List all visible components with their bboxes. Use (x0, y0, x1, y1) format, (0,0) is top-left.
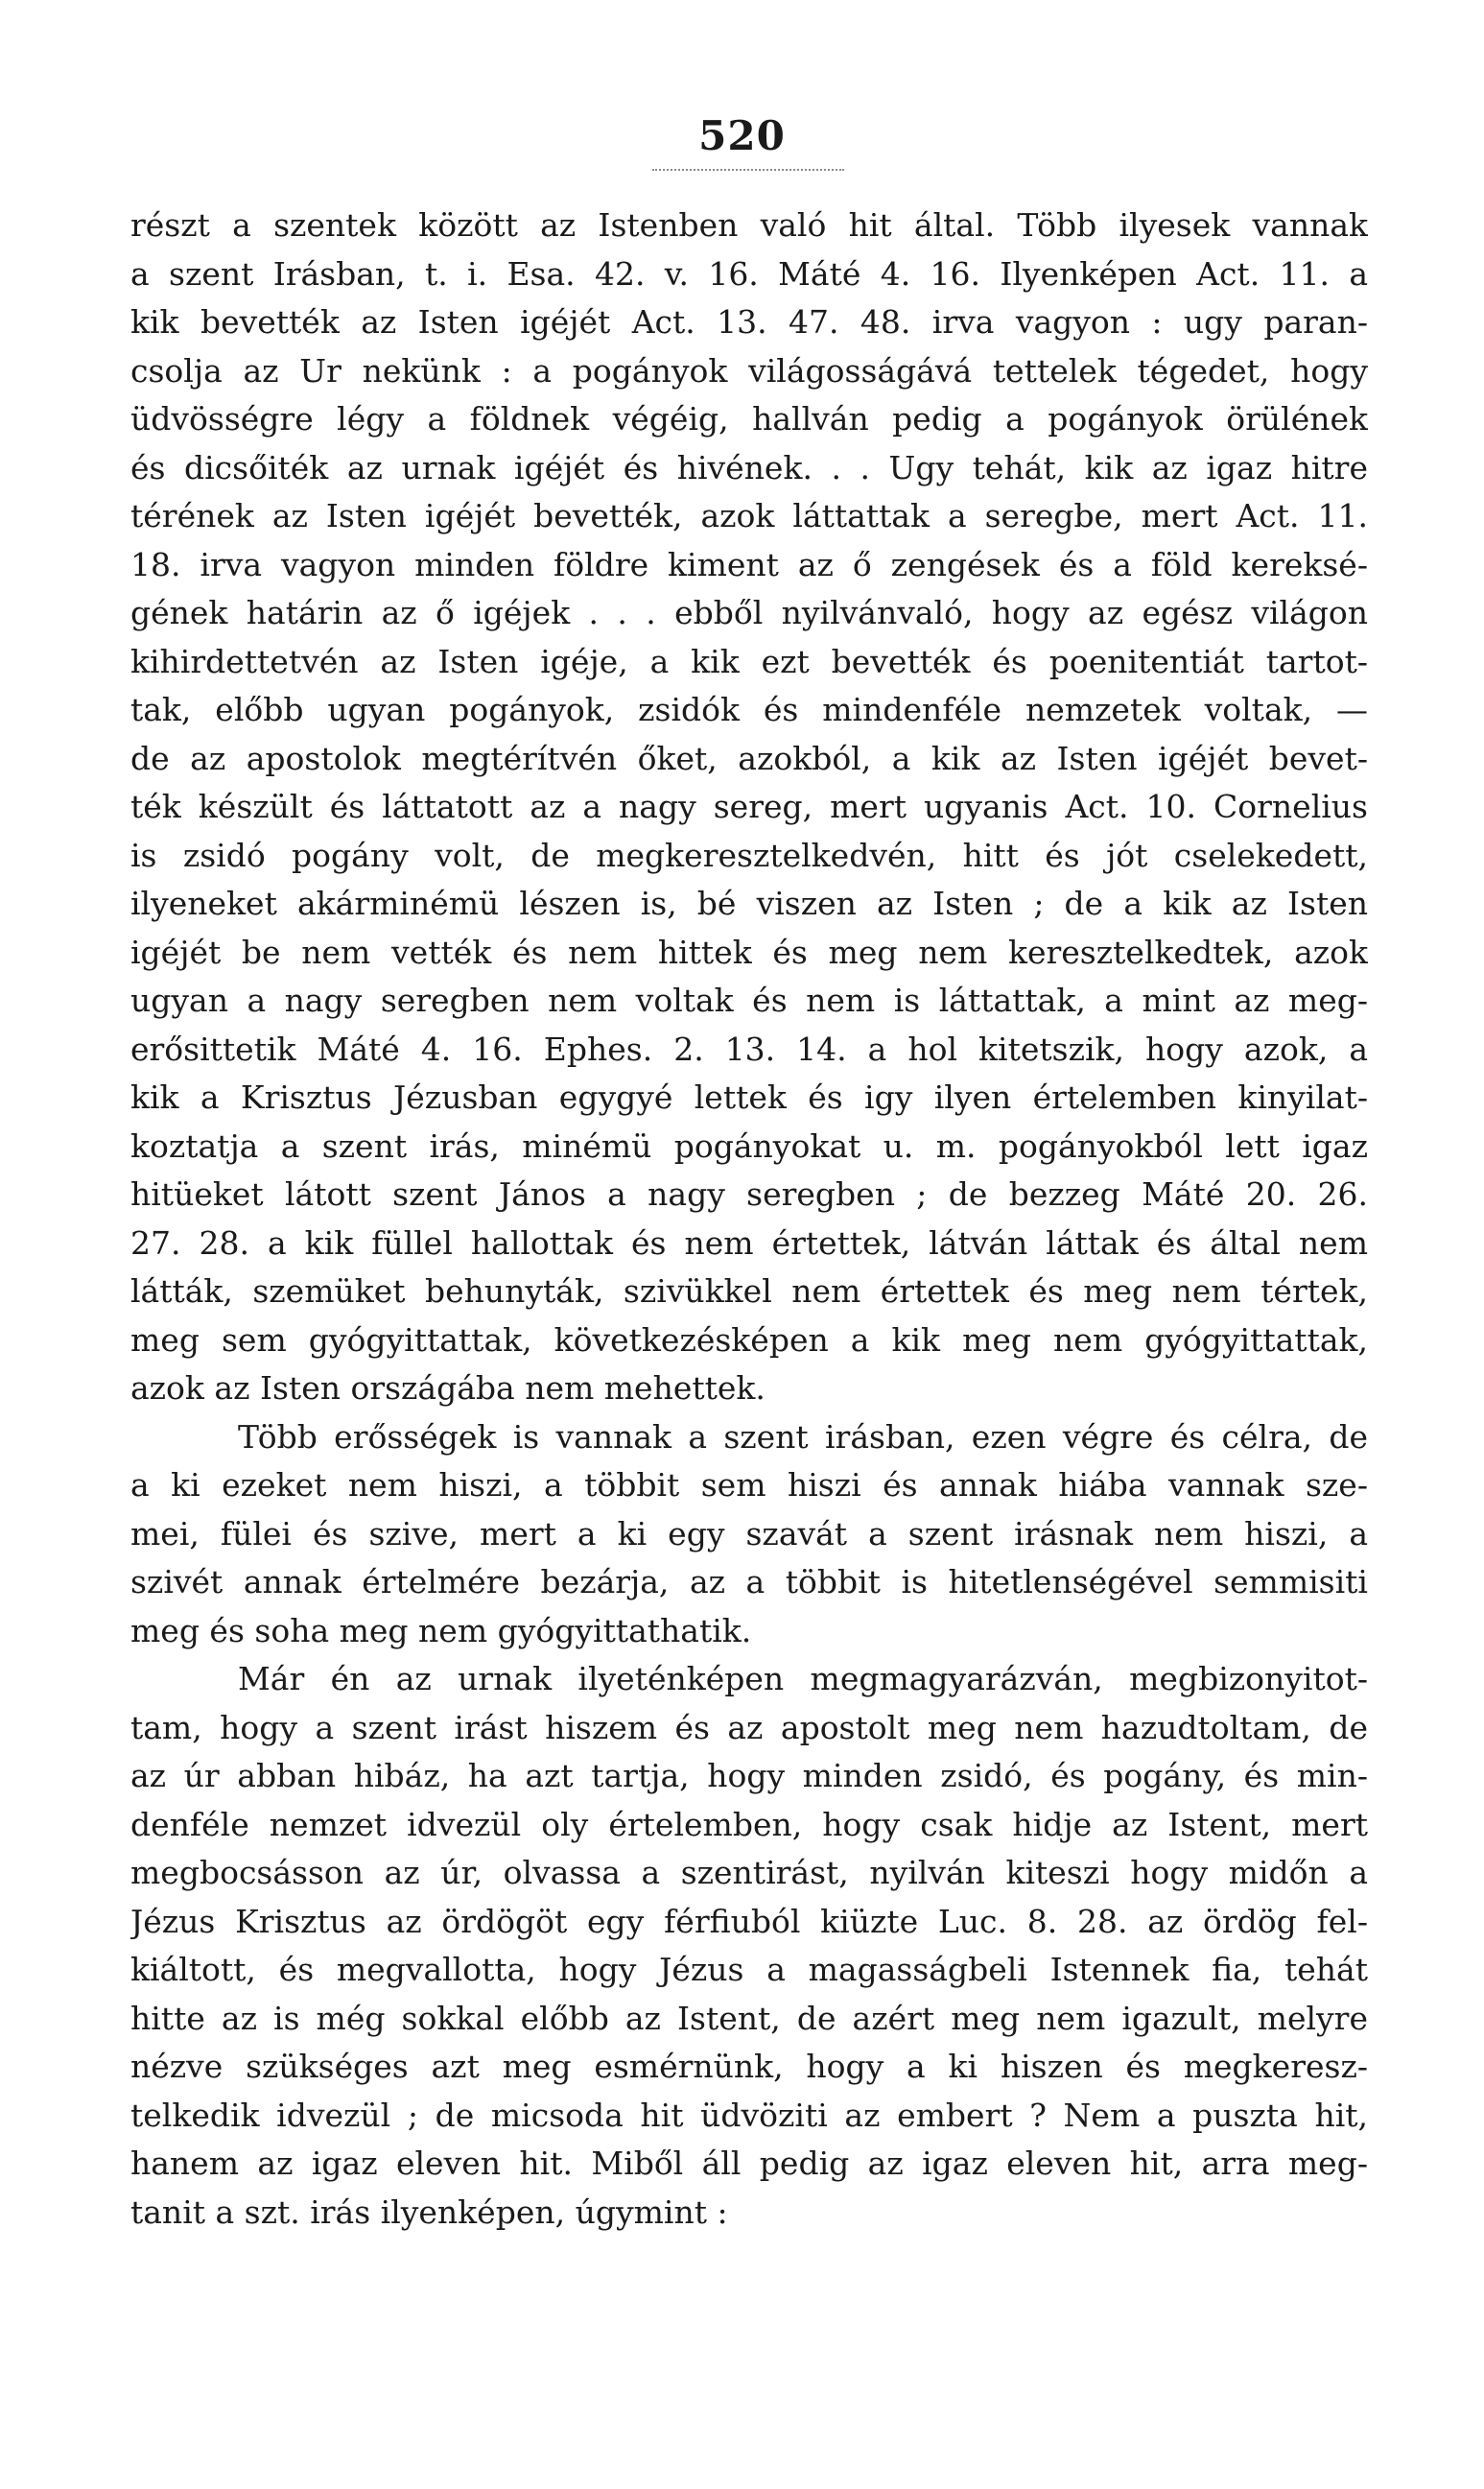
page-number: 520 (698, 112, 786, 159)
text-line: és dicsőiték az urnak igéjét és hivének. . . Ugy tehát, kik az igaz hitre (130, 448, 1368, 486)
text-line: ték készült és láttatott az a nagy sereg, mert ugyanis Act. 10. Cornelius (130, 788, 1368, 825)
text-line: térének az Isten igéjét bevették, azok láttattak a seregbe, mert Act. 11. (130, 497, 1368, 534)
paragraph (130, 1413, 1368, 1656)
text-line: kihirdettetvén az Isten igéje, a kik ezt bevették és poenitentiát tartot- (130, 642, 1368, 680)
text-line: hitte az is még sokkal előbb az Istent, de azért meg nem igazult, melyre (130, 1999, 1368, 2037)
text-line: tanit a szt. irás ilyenképen, úgymint : (130, 2193, 728, 2231)
text-line: nézve szükséges azt meg esmérnünk, hogy a ki hiszen és megkeresz- (130, 2048, 1368, 2085)
text-line: azok az Isten országába nem mehettek. (130, 1369, 766, 1407)
text-line: részt a szentek között az Istenben való hit által. Több ilyesek vannak (130, 206, 1368, 244)
text-line: az úr abban hibáz, ha azt tartja, hogy minden zsidó, és pogány, és min- (130, 1757, 1368, 1794)
text-line: Több erősségek is vannak a szent irásban, ezen végre és célra, de (238, 1417, 1368, 1456)
paragraph (130, 1655, 1368, 2237)
text-line: kik a Krisztus Jézusban egygyé lettek és igy ilyen értelemben kinyilat- (130, 1079, 1368, 1116)
text-line: is zsidó pogány volt, de megkeresztelkedvén, hitt és jót cselekedett, (130, 836, 1368, 874)
text-line: a ki ezeket nem hiszi, a többit sem hiszi és annak hiába vannak sze- (130, 1466, 1368, 1504)
body-text (130, 201, 1368, 2237)
text-line: gének határin az ő igéjek . . . ebből nyilvánvaló, hogy az egész világon (130, 594, 1368, 631)
page-number-ornament (652, 161, 844, 171)
text-line: ugyan a nagy seregben nem voltak és nem is láttattak, a mint az meg- (130, 982, 1368, 1019)
text-line: megbocsásson az úr, olvassa a szentirást, nyilván kiteszi hogy midőn a (130, 1854, 1368, 1891)
text-line: szivét annak értelmére bezárja, az a többit is hitetlenségével semmisiti (130, 1563, 1368, 1600)
text-line: de az apostolok megtérítvén őket, azokból, a kik az Isten igéjét bevet- (130, 739, 1368, 777)
text-line: kik bevették az Isten igéjét Act. 13. 47. 48. irva vagyon : ugy paran- (130, 303, 1368, 341)
text-line: Már én az urnak ilyeténképen megmagyarázván, megbizonyitot- (238, 1660, 1368, 1697)
text-line: meg és soha meg nem gyógyittathatik. (130, 1611, 752, 1649)
paragraph (130, 201, 1368, 1413)
text-line: hanem az igaz eleven hit. Miből áll pedig az igaz eleven hit, arra meg- (130, 2145, 1368, 2182)
text-line: hitüeket látott szent János a nagy seregben ; de bezzeg Máté 20. 26. (130, 1175, 1368, 1213)
text-line: a szent Irásban, t. i. Esa. 42. v. 16. Máté 4. 16. Ilyenképen Act. 11. a (130, 254, 1368, 293)
text-line: ilyeneket akárminémü lészen is, bé viszen az Isten ; de a kik az Isten (130, 885, 1368, 922)
text-line: koztatja a szent irás, minémü pogányokat u. m. pogányokból lett igaz (130, 1126, 1368, 1165)
text-line: mei, fülei és szive, mert a ki egy szavát a szent irásnak nem hiszi, a (130, 1514, 1368, 1553)
text-line: tak, előbb ugyan pogányok, zsidók és mindenféle nemzetek voltak, — (130, 691, 1368, 728)
text-line: meg sem gyógyittattak, következésképen a kik meg nem gyógyittattak, (130, 1320, 1368, 1359)
text-line: 27. 28. a kik füllel hallottak és nem értettek, látván láttak és által nem (130, 1223, 1368, 1262)
text-line: denféle nemzet idvezül oly értelemben, hogy csak hidje az Istent, mert (130, 1805, 1368, 1843)
text-line: látták, szemüket behunyták, szivükkel nem értettek és meg nem tértek, (130, 1272, 1368, 1310)
text-line: tam, hogy a szent irást hiszem és az apostolt meg nem hazudtoltam, de (130, 1708, 1368, 1746)
text-line: igéjét be nem vették és nem hittek és meg nem keresztelkedtek, azok (130, 933, 1368, 971)
text-line: erősittetik Máté 4. 16. Ephes. 2. 13. 14. a hol kitetszik, hogy azok, a (130, 1030, 1368, 1068)
text-line: 18. irva vagyon minden földre kiment az ő zengések és a föld kereksé- (130, 545, 1368, 583)
text-line: üdvösségre légy a földnek végéig, hallván pedig a pogányok örülének (130, 400, 1368, 438)
text-line: csolja az Ur nekünk : a pogányok világosságává tettelek tégedet, hogy (130, 351, 1368, 390)
text-line: telkedik idvezül ; de micsoda hit üdvöziti az embert ? Nem a puszta hit, (130, 2096, 1368, 2134)
text-line: Jézus Krisztus az ördögöt egy férfiuból kiüzte Luc. 8. 28. az ördög fel- (130, 1902, 1368, 1940)
text-line: kiáltott, és megvallotta, hogy Jézus a magasságbeli Istennek fia, tehát (130, 1951, 1368, 1988)
